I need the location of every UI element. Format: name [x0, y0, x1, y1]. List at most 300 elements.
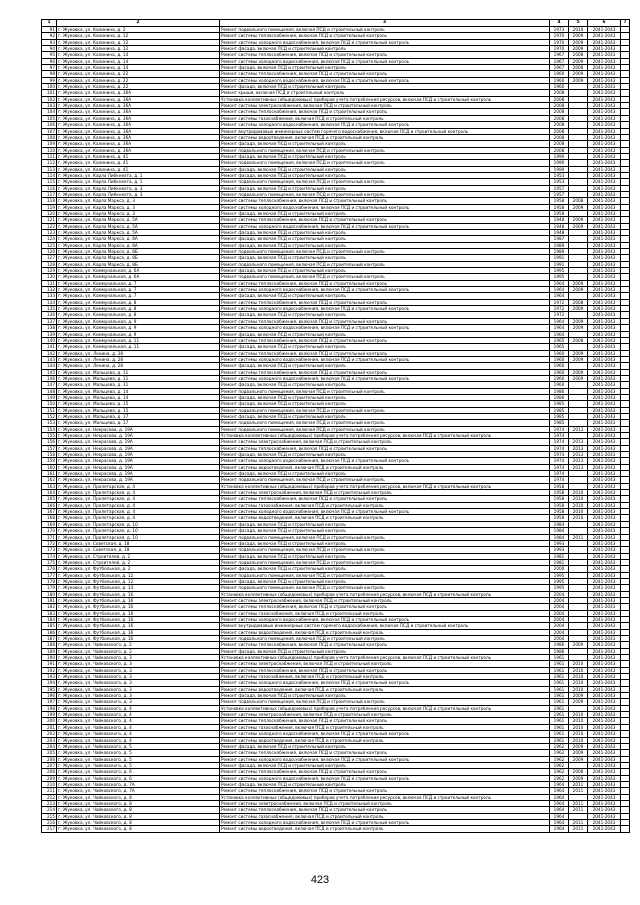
row-period: 2041-2043 [588, 147, 621, 153]
row-year-last-repair: 2008 [569, 299, 588, 305]
row-address: г. Жуковка, ул. Карла Либкнехта, д. 3 [57, 191, 220, 197]
row-period: 2041-2043 [588, 84, 621, 90]
row-year-built: 1960 [550, 350, 569, 356]
row-number: 126 [42, 249, 57, 255]
row-work: Ремонт фасада, включая ПСД и строительный контроль [220, 166, 550, 172]
row-address: г. Жуковка, ул. Ленина, д. 28 [57, 350, 220, 356]
row-year-last-repair: 2008 [569, 65, 588, 71]
row-address: г. Жуковка, ул. Коммунальная, д. 8 [57, 312, 220, 318]
row-period: 2041-2043 [588, 293, 621, 299]
row-year-last-repair: 2010 [569, 674, 588, 680]
row-number: 133 [42, 293, 57, 299]
row-year-last-repair: 2010 [569, 686, 588, 692]
row-period: 2041-2043 [588, 356, 621, 362]
row-address: г. Жуковка, ул. Калинина, д. 36А [57, 122, 220, 128]
row-work: Ремонт подвального помещения, включая ПСД и строительный контроль [220, 426, 550, 432]
row-year-built: 1995 [550, 578, 569, 584]
row-address: г. Жуковка, ул. Карла Маркса, д. 3 [57, 204, 220, 210]
row-number: 197 [42, 699, 57, 705]
row-address: г. Жуковка, ул. Чайковского, д. 2 [57, 648, 220, 654]
row-work: Ремонт фасада, включая ПСД и строительный контроль [220, 648, 550, 654]
row-work: Ремонт системы теплоснабжения, включая ПСД и строительный контроль [220, 769, 550, 775]
row-period: 2041-2043 [588, 223, 621, 229]
row-year-built: 1964 [550, 287, 569, 293]
row-address: г. Жуковка, ул. Некрасова, д. 19А [57, 439, 220, 445]
row-work: Ремонт системы холодного водоснабжения, включая ПСД и строительный контроль [220, 356, 550, 362]
row-number: 135 [42, 306, 57, 312]
row-year-built: 1961 [550, 655, 569, 661]
row-period: 2041-2043 [588, 331, 621, 337]
row-year-built: 1970 [550, 46, 569, 52]
row-work: Ремонт системы холодного водоснабжения, включая ПСД и строительный контроль [220, 775, 550, 781]
row-year-built: 1948 [550, 217, 569, 223]
row-work: Ремонт системы холодного водоснабжения, включая ПСД и строительный контроль [220, 39, 550, 45]
row-number: 163 [42, 483, 57, 489]
row-number: 105 [42, 115, 57, 121]
row-address: г. Жуковка, ул. Карла Маркса, д. 5А [57, 223, 220, 229]
row-work: Ремонт фасада, включая ПСД и строительный контроль [220, 312, 550, 318]
row-year-built: 1962 [550, 750, 569, 756]
row-year-built: 1986 [550, 648, 569, 654]
row-number: 111 [42, 153, 57, 159]
row-work: Ремонт системы теплоснабжения, включая ПСД и строительный контроль [220, 109, 550, 115]
row-number: 201 [42, 724, 57, 730]
header-col-6: 6 [588, 20, 621, 27]
row-number: 199 [42, 712, 57, 718]
row-address: г. Жуковка, ул. Карла Маркса, д. 8А [57, 236, 220, 242]
row-address: г. Жуковка, ул. Мальцева, д. 14 [57, 394, 220, 400]
row-number: 118 [42, 198, 57, 204]
row-number: 175 [42, 559, 57, 565]
row-work: Ремонт подвального помещения, включая ПСД и строительный контроль [220, 261, 550, 267]
row-period: 2041-2043 [588, 134, 621, 140]
row-period: 2041-2043 [588, 210, 621, 216]
row-address: г. Жуковка, ул. Чайковского, д. 3 [57, 686, 220, 692]
row-year-last-repair: 2010 [569, 661, 588, 667]
row-period: 2041-2043 [588, 807, 621, 813]
row-number: 191 [42, 661, 57, 667]
row-address: г. Жуковка, ул. Калинина, д. 12 [57, 46, 220, 52]
row-period: 2041-2043 [588, 191, 621, 197]
row-number: 154 [42, 426, 57, 432]
row-year-built: 1958 [550, 204, 569, 210]
row-year-built: 2008 [550, 109, 569, 115]
row-address: г. Жуковка, ул. Карла Маркса, д. 8Б [57, 255, 220, 261]
row-year-built: 1974 [550, 464, 569, 470]
row-number: 151 [42, 407, 57, 413]
row-year-last-repair: 2009 [569, 350, 588, 356]
row-period: 2041-2043 [588, 655, 621, 661]
row-year-last-repair: 2009 [569, 375, 588, 381]
row-number: 122 [42, 223, 57, 229]
row-work: Ремонт системы газоснабжения, включая ПСД и строительный контроль [220, 724, 550, 730]
row-work: Ремонт фасада, включая ПСД и строительный контроль [220, 528, 550, 534]
row-work: Ремонт системы холодного водоснабжения, включая ПСД и строительный контроль [220, 680, 550, 686]
row-period: 2041-2043 [588, 312, 621, 318]
row-number: 131 [42, 280, 57, 286]
row-year-last-repair: 2009 [569, 287, 588, 293]
row-address: г. Жуковка, ул. Футбольная, д. 16 [57, 604, 220, 610]
row-year-last-repair: 2010 [569, 724, 588, 730]
row-year-built: 1993 [550, 547, 569, 553]
row-address: г. Жуковка, ул. Некрасова, д. 19А [57, 458, 220, 464]
row-year-built: 1990 [550, 153, 569, 159]
row-year-built: 1970 [550, 39, 569, 45]
row-address: г. Жуковка, ул. Футбольная, д. 16 [57, 623, 220, 629]
row-period: 2041-2043 [588, 268, 621, 274]
row-work: Ремонт подвального помещения, включая ПСД и строительный контроль [220, 585, 550, 591]
header-col-5: 5 [569, 20, 588, 27]
row-number: 212 [42, 794, 57, 800]
row-year-built: 2004 [550, 636, 569, 642]
row-address: г. Жуковка, ул. Чайковского, д. 4 [57, 712, 220, 718]
row-address: г. Жуковка, ул. Калинина, д. 36А [57, 128, 220, 134]
row-period: 2041-2043 [588, 287, 621, 293]
row-number: 124 [42, 236, 57, 242]
header-col-1: 1 [42, 20, 57, 27]
row-year-built: 1961 [550, 674, 569, 680]
row-year-built: 2008 [550, 134, 569, 140]
row-number: 142 [42, 350, 57, 356]
row-period: 2041-2043 [588, 705, 621, 711]
row-period: 2041-2043 [588, 769, 621, 775]
row-period: 2041-2043 [588, 731, 621, 737]
row-number: 107 [42, 128, 57, 134]
row-number: 117 [42, 191, 57, 197]
row-address: г. Жуковка, ул. Футбольная, д. 16 [57, 610, 220, 616]
row-year-last-repair: 2013 [569, 464, 588, 470]
row-year-last-repair: 2010 [569, 496, 588, 502]
row-number: 97 [42, 65, 57, 71]
row-address: г. Жуковка, ул. Чайковского, д. 3 [57, 699, 220, 705]
row-work: Ремонт системы электроснабжения, включая ПСД и строительный контроль [220, 490, 550, 496]
row-number: 134 [42, 299, 57, 305]
row-work: Ремонт фасада, включая ПСД и строительный контроль [220, 578, 550, 584]
row-number: 190 [42, 655, 57, 661]
row-number: 159 [42, 458, 57, 464]
row-year-last-repair: 2010 [569, 490, 588, 496]
row-address: г. Жуковка, ул. Калинина, д. 36А [57, 103, 220, 109]
row-year-built: 2008 [550, 147, 569, 153]
row-period: 2041-2043 [588, 452, 621, 458]
row-year-built: 1986 [550, 394, 569, 400]
row-year-built: 1970 [550, 33, 569, 39]
row-year-last-repair: 2009 [569, 71, 588, 77]
row-work: Ремонт системы холодного водоснабжения, включая ПСД и строительный контроль [220, 122, 550, 128]
row-year-built: 1995 [550, 572, 569, 578]
row-address: г. Жуковка, ул. Калинина, д. 36А [57, 134, 220, 140]
row-address: г. Жуковка, ул. Мальцева, д. 11 [57, 375, 220, 381]
row-year-built: 2004 [550, 629, 569, 635]
row-period: 2041-2043 [588, 781, 621, 787]
row-work: Ремонт системы холодного водоснабжения, включая ПСД и строительный контроль [220, 58, 550, 64]
row-period: 2041-2043 [588, 153, 621, 159]
row-year-built: 1995 [550, 585, 569, 591]
row-period: 2041-2043 [588, 426, 621, 432]
row-period: 2041-2043 [588, 566, 621, 572]
row-number: 145 [42, 369, 57, 375]
row-number: 132 [42, 287, 57, 293]
row-year-built: 1958 [550, 490, 569, 496]
row-year-last-repair: 2008 [569, 337, 588, 343]
row-period: 2041-2043 [588, 458, 621, 464]
row-year-built: 1961 [550, 718, 569, 724]
row-period: 2041-2043 [588, 813, 621, 819]
row-work: Ремонт системы холодного водоснабжения, включая ПСД и строительный контроль [220, 458, 550, 464]
row-address: г. Жуковка, ул. Калинина, д. 14 [57, 65, 220, 71]
row-period: 2041-2043 [588, 394, 621, 400]
row-number: 167 [42, 509, 57, 515]
row-year-built: 1961 [550, 724, 569, 730]
row-year-built: 1965 [550, 344, 569, 350]
header-col-2: 2 [57, 20, 220, 27]
row-number: 179 [42, 585, 57, 591]
row-year-built: 1962 [550, 775, 569, 781]
row-year-built: 1962 [550, 743, 569, 749]
row-year-built: 2004 [550, 610, 569, 616]
row-period: 2041-2043 [588, 597, 621, 603]
row-number: 156 [42, 439, 57, 445]
row-year-built: 1964 [550, 807, 569, 813]
row-year-last-repair: 2008 [569, 198, 588, 204]
row-year-built: 1990 [550, 166, 569, 172]
row-number: 210 [42, 781, 57, 787]
row-number: 214 [42, 807, 57, 813]
row-year-built: 1974 [550, 433, 569, 439]
row-number: 182 [42, 604, 57, 610]
row-year-built: 1961 [550, 712, 569, 718]
row-number: 103 [42, 103, 57, 109]
row-address: г. Жуковка, ул. Футбольная, д. 12 [57, 578, 220, 584]
row-number: 116 [42, 185, 57, 191]
row-address: г. Жуковка, ул. Пролетарская, д. 10 [57, 528, 220, 534]
row-year-built: 1961 [550, 737, 569, 743]
row-period: 2041-2043 [588, 756, 621, 762]
row-period: 2041-2043 [588, 528, 621, 534]
row-work: Ремонт фасада, включая ПСД и строительный контроль [220, 394, 550, 400]
row-number: 165 [42, 496, 57, 502]
row-year-last-repair: 2010 [569, 712, 588, 718]
row-address: г. Жуковка, ул. Карла Маркса, д. 5А [57, 217, 220, 223]
row-work: Ремонт фасада, включая ПСД и строительный контроль [220, 268, 550, 274]
row-number: 157 [42, 445, 57, 451]
row-address: г. Жуковка, ул. Чайковского, д. 3 [57, 655, 220, 661]
row-year-built: 1960 [550, 375, 569, 381]
row-work: Ремонт фасада, включая ПСД и строительный контроль [220, 46, 550, 52]
row-period: 2041-2043 [588, 413, 621, 419]
row-period: 2041-2043 [588, 591, 621, 597]
row-year-built: 1984 [550, 521, 569, 527]
row-work: Установка коллективных (общедомовых) приборов учета потребления ресурсов, включая ПСД и строительный контроль [220, 591, 550, 597]
row-address: г. Жуковка, ул. Мальцева, д. 14 [57, 388, 220, 394]
row-number: 206 [42, 756, 57, 762]
row-period: 2041-2043 [588, 255, 621, 261]
row-address: г. Жуковка, ул. Чайковского, д. 5 [57, 756, 220, 762]
row-period: 2041-2043 [588, 578, 621, 584]
row-period: 2041-2043 [588, 680, 621, 686]
row-period: 2041-2043 [588, 559, 621, 565]
row-period: 2041-2043 [588, 636, 621, 642]
row-period: 2041-2043 [588, 401, 621, 407]
row-address: г. Жуковка, ул. Чайковского, д. 8 [57, 807, 220, 813]
row-period: 2041-2043 [588, 553, 621, 559]
works-table [41, 19, 630, 833]
row-address: г. Жуковка, ул. Пролетарская, д. 4 [57, 483, 220, 489]
header-col-3: 3 [220, 20, 550, 27]
row-address: г. Жуковка, ул. Мальцева, д. 15 [57, 401, 220, 407]
row-year-last-repair: 2010 [569, 680, 588, 686]
row-work: Ремонт системы холодного водоснабжения, включая ПСД и строительный контроль [220, 731, 550, 737]
row-work: Ремонт системы холодного водоснабжения, включая ПСД и строительный контроль [220, 616, 550, 622]
row-year-built: 1964 [550, 794, 569, 800]
row-year-built: 2004 [550, 616, 569, 622]
row-work: Ремонт системы газоснабжения, включая ПСД и строительный контроль [220, 813, 550, 819]
row-work: Ремонт системы электроснабжения, включая ПСД и строительный контроль [220, 712, 550, 718]
row-number: 93 [42, 39, 57, 45]
row-period: 2041-2043 [588, 128, 621, 134]
row-address: г. Жуковка, ул. Чайковского, д. 5 [57, 750, 220, 756]
row-number: 110 [42, 147, 57, 153]
row-period: 2041-2043 [588, 318, 621, 324]
row-period: 2041-2043 [588, 762, 621, 768]
row-year-built: 1958 [550, 210, 569, 216]
header-col-7: 7 [621, 20, 630, 27]
row-address: г. Жуковка, ул. Некрасова, д. 19А [57, 452, 220, 458]
row-period: 2041-2043 [588, 299, 621, 305]
row-address: г. Жуковка, ул. Футбольная, д. 2 [57, 566, 220, 572]
row-year-built: 1964 [550, 781, 569, 787]
row-empty [621, 826, 630, 832]
row-number: 205 [42, 750, 57, 756]
row-address: г. Жуковка, ул. Чайковского, д. 8 [57, 794, 220, 800]
row-work: Ремонт системы теплоснабжения, включая ПСД и строительный контроль [220, 445, 550, 451]
row-address: г. Жуковка, ул. Коммунальная, д. 8 [57, 299, 220, 305]
row-address: г. Жуковка, ул. Чайковского, д. 4 [57, 731, 220, 737]
row-period: 2041-2043 [588, 648, 621, 654]
row-number: 94 [42, 46, 57, 52]
row-number: 181 [42, 597, 57, 603]
row-work: Ремонт фасада, включая ПСД и строительный контроль [220, 65, 550, 71]
row-address: г. Жуковка, ул. Чайковского, д. 4 [57, 724, 220, 730]
row-period: 2041-2043 [588, 39, 621, 45]
row-address: г. Жуковка, ул. Футбольная, д. 14 [57, 585, 220, 591]
row-work: Ремонт системы водоотведения, включая ПСД и строительный контроль [220, 737, 550, 743]
row-address: г. Жуковка, ул. Чайковского, д. 8 [57, 826, 220, 832]
row-year-built: 2004 [550, 591, 569, 597]
row-number: 185 [42, 623, 57, 629]
row-work: Установка коллективных (общедомовых) приборов учета потребления ресурсов, включая ПСД и строительный контроль [220, 96, 550, 102]
row-period: 2041-2043 [588, 382, 621, 388]
row-address: г. Жуковка, ул. Карла Либкнехта, д. 1 [57, 172, 220, 178]
row-address: г. Жуковка, ул. Футбольная, д. 16 [57, 616, 220, 622]
row-number: 114 [42, 172, 57, 178]
row-year-built: 1961 [550, 686, 569, 692]
row-period: 2041-2043 [588, 350, 621, 356]
row-address: г. Жуковка, ул. Карла Маркса, д. 8Б [57, 249, 220, 255]
row-year-built: 2008 [550, 96, 569, 102]
row-year-last-repair: 2009 [569, 58, 588, 64]
row-work: Ремонт системы холодного водоснабжения, включая ПСД и строительный контроль [220, 306, 550, 312]
row-address: г. Жуковка, ул. Некрасова, д. 19А [57, 445, 220, 451]
table-row [42, 826, 630, 832]
row-address: г. Жуковка, ул. Коммунальная, д. 6А [57, 268, 220, 274]
row-number: 95 [42, 52, 57, 58]
row-period: 2041-2043 [588, 242, 621, 248]
row-number: 128 [42, 261, 57, 267]
row-number: 183 [42, 610, 57, 616]
row-address: г. Жуковка, ул. Чайковского, д. 8 [57, 819, 220, 825]
row-year-built: 1948 [550, 223, 569, 229]
row-address: г. Жуковка, ул. Чайковского, д. 3 [57, 680, 220, 686]
row-period: 2041-2043 [588, 306, 621, 312]
row-period: 2041-2043 [588, 230, 621, 236]
row-year-last-repair: 2010 [569, 515, 588, 521]
capital-repair-table [41, 19, 629, 833]
row-number: 106 [42, 122, 57, 128]
row-period: 2041-2043 [588, 198, 621, 204]
row-address: г. Жуковка, ул. Пролетарская, д. 4 [57, 490, 220, 496]
row-period: 2041-2043 [588, 407, 621, 413]
row-number: 164 [42, 490, 57, 496]
row-year-built: 1967 [550, 65, 569, 71]
row-work: Ремонт крыши, включая ПСД и строительный контроль [220, 90, 550, 96]
row-work: Ремонт системы водоотведения, включая ПСД и строительный контроль [220, 686, 550, 692]
row-year-last-repair: 2009 [569, 39, 588, 45]
row-address: г. Жуковка, ул. Калинина, д. 12 [57, 39, 220, 45]
row-address: г. Жуковка, ул. Чайковского, д. 5 [57, 762, 220, 768]
row-year-built: 1967 [550, 52, 569, 58]
row-year-built: 1964 [550, 813, 569, 819]
row-address: г. Жуковка, ул. Калинина, д. 12 [57, 33, 220, 39]
row-period: 2041-2043 [588, 103, 621, 109]
row-period: 2041-2043 [588, 750, 621, 756]
row-year-built: 1964 [550, 331, 569, 337]
row-period: 2041-2043 [588, 629, 621, 635]
row-work: Ремонт подвального помещения, включая ПСД и строительный контроль [220, 547, 550, 553]
row-number: 169 [42, 521, 57, 527]
row-work: Ремонт подвального помещения, включая ПСД и строительный контроль [220, 147, 550, 153]
row-work: Ремонт фасада, включая ПСД и строительный контроль [220, 293, 550, 299]
row-work: Ремонт подвального помещения, включая ПСД и строительный контроль [220, 179, 550, 185]
row-period: 2041-2043 [588, 515, 621, 521]
row-address: г. Жуковка, ул. Калинина, д. 36А [57, 115, 220, 121]
row-period: 2041-2043 [588, 27, 621, 33]
row-work: Установка коллективных (общедомовых) приборов учета потребления ресурсов, включая ПСД и строительный контроль [220, 655, 550, 661]
row-work: Ремонт системы теплоснабжения, включая ПСД и строительный контроль [220, 750, 550, 756]
row-year-last-repair: 2013 [569, 439, 588, 445]
row-year-built: 1960 [550, 363, 569, 369]
row-year-built: 1974 [550, 445, 569, 451]
row-number: 155 [42, 433, 57, 439]
row-work: Ремонт фасада, включая ПСД и строительный контроль [220, 153, 550, 159]
row-year-built: 1985 [550, 420, 569, 426]
row-number: 215 [42, 813, 57, 819]
row-year-built: 1989 [550, 242, 569, 248]
row-work: Ремонт системы теплоснабжения, включая ПСД и строительный контроль [220, 667, 550, 673]
row-work: Ремонт фасада, включая ПСД и строительный контроль [220, 781, 550, 787]
row-year-built: 2004 [550, 623, 569, 629]
row-period: 2041-2043 [588, 471, 621, 477]
page-number: 423 [310, 874, 330, 886]
row-year-built: 2008 [550, 103, 569, 109]
row-year-last-repair: 2009 [569, 280, 588, 286]
row-number: 108 [42, 134, 57, 140]
row-work: Ремонт подвального помещения, включая ПСД и строительный контроль [220, 388, 550, 394]
row-number: 211 [42, 788, 57, 794]
row-work: Ремонт системы теплоснабжения, включая ПСД и строительный контроль [220, 71, 550, 77]
row-number: 174 [42, 553, 57, 559]
row-period: 2041-2043 [588, 674, 621, 680]
